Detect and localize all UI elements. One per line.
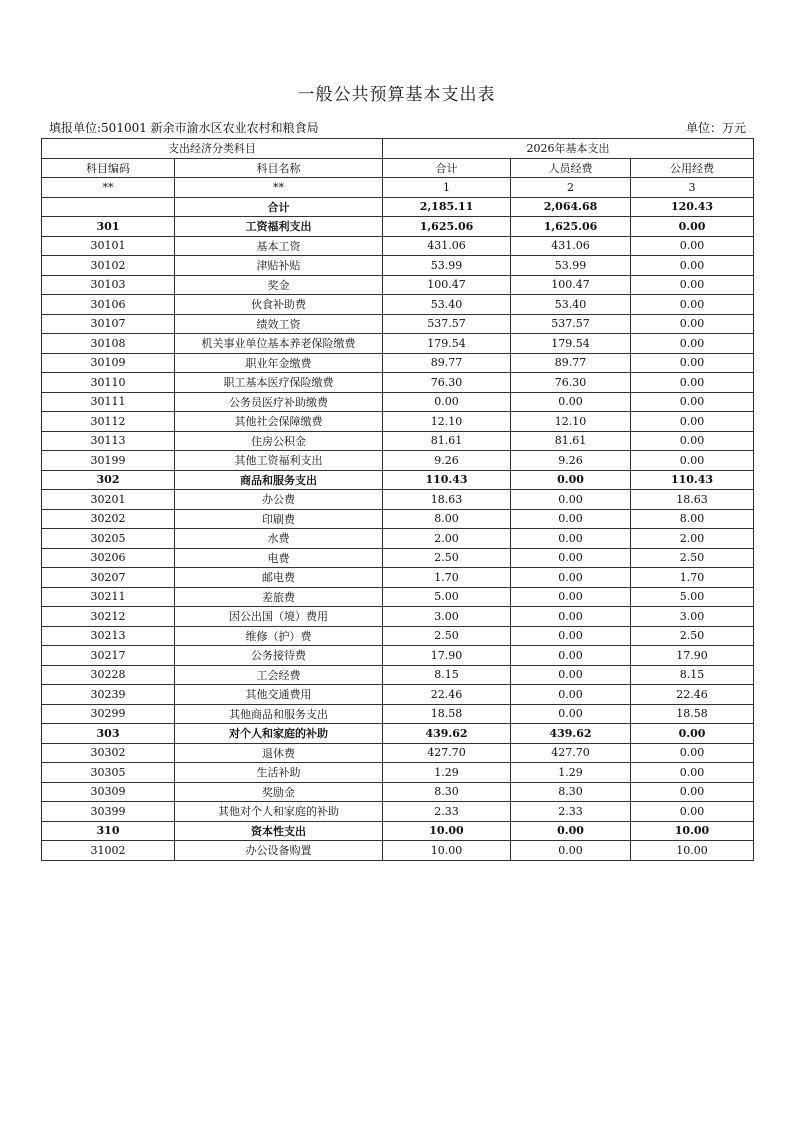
table-row: [42, 451, 754, 471]
cell-public: 110.43: [631, 470, 754, 490]
cell-total: 1,625.06: [383, 217, 511, 237]
cell-name: 机关事业单位基本养老保险缴费: [175, 334, 383, 354]
cell-code: 30212: [42, 607, 175, 627]
cell-total: 100.47: [383, 275, 511, 295]
cell-code: 30108: [42, 334, 175, 354]
cell-total: 81.61: [383, 431, 511, 451]
cell-name: 其他工资福利支出: [175, 451, 383, 471]
table-column-header: [42, 158, 754, 178]
cell-name: 其他社会保障缴费: [175, 412, 383, 432]
cell-total: 8.30: [383, 782, 511, 802]
cell-public: 0.00: [631, 295, 754, 315]
cell-total: 3.00: [383, 607, 511, 627]
cell-total: 76.30: [383, 373, 511, 393]
cell-name: 邮电费: [175, 568, 383, 588]
reporting-unit: 填报单位:501001 新余市渝水区农业农村和粮食局: [49, 121, 319, 135]
header-basic-expenditure: 2026年基本支出: [383, 139, 754, 159]
table-row: [42, 568, 754, 588]
cell-personnel: 2.33: [511, 802, 631, 822]
cell-total: 89.77: [383, 353, 511, 373]
cell-personnel: 0.00: [511, 646, 631, 666]
cell-personnel: 12.10: [511, 412, 631, 432]
table-row: [42, 412, 754, 432]
cell-personnel: 0.00: [511, 704, 631, 724]
cell-personnel: 0.00: [511, 665, 631, 685]
cell-name: 印刷费: [175, 509, 383, 529]
table-row: [42, 626, 754, 646]
cell-name: 退休费: [175, 743, 383, 763]
cell-code: 30299: [42, 704, 175, 724]
currency-unit: 单位：万元: [685, 121, 746, 135]
table-row: [42, 197, 754, 217]
cell-name: 其他商品和服务支出: [175, 704, 383, 724]
cell-total: 1.29: [383, 763, 511, 783]
cell-total: 8.15: [383, 665, 511, 685]
table-row: [42, 724, 754, 744]
cell-public: 17.90: [631, 646, 754, 666]
cell-code: 30103: [42, 275, 175, 295]
cell-personnel: 100.47: [511, 275, 631, 295]
cell-public: 0.00: [631, 314, 754, 334]
cell-total: 17.90: [383, 646, 511, 666]
table-body: [42, 197, 754, 860]
cell-code: [42, 197, 175, 217]
cell-total: 537.57: [383, 314, 511, 334]
cell-total: 9.26: [383, 451, 511, 471]
table-row: [42, 236, 754, 256]
table-row: [42, 646, 754, 666]
table-row: [42, 392, 754, 412]
cell-name: 电费: [175, 548, 383, 568]
cell-name: 公务接待费: [175, 646, 383, 666]
cell-personnel: 0.00: [511, 841, 631, 861]
cell-personnel: 0.00: [511, 607, 631, 627]
page-title: 一般公共预算基本支出表: [297, 85, 496, 105]
cell-public: 0.00: [631, 392, 754, 412]
cell-public: 0.00: [631, 451, 754, 471]
cell-total: 427.70: [383, 743, 511, 763]
cell-name: 商品和服务支出: [175, 470, 383, 490]
table-group-header: [42, 139, 754, 159]
cell-code: 31002: [42, 841, 175, 861]
cell-public: 0.00: [631, 724, 754, 744]
cell-public: 0.00: [631, 353, 754, 373]
cell-total: 22.46: [383, 685, 511, 705]
cell-name: 办公费: [175, 490, 383, 510]
cell-name: 住房公积金: [175, 431, 383, 451]
table-row: [42, 353, 754, 373]
cell-total: 5.00: [383, 587, 511, 607]
cell-name: 对个人和家庭的补助: [175, 724, 383, 744]
cell-code: 30206: [42, 548, 175, 568]
cell-name: 维修（护）费: [175, 626, 383, 646]
cell-name: 合计: [175, 197, 383, 217]
cell-public: 8.00: [631, 509, 754, 529]
table-row: [42, 470, 754, 490]
cell-total: 0.00: [383, 392, 511, 412]
cell-public: 2.50: [631, 626, 754, 646]
cell-name: 绩效工资: [175, 314, 383, 334]
cell-total: 18.63: [383, 490, 511, 510]
table-row: [42, 685, 754, 705]
cell-code: 30107: [42, 314, 175, 334]
cell-personnel: 0.00: [511, 392, 631, 412]
cell-name: 奖励金: [175, 782, 383, 802]
cell-personnel: 81.61: [511, 431, 631, 451]
cell-code: 30110: [42, 373, 175, 393]
cell-code: 30111: [42, 392, 175, 412]
cell-personnel: 53.99: [511, 256, 631, 276]
cell-personnel: 431.06: [511, 236, 631, 256]
cell-public: 0.00: [631, 763, 754, 783]
cell-personnel: 9.26: [511, 451, 631, 471]
table-index-row: [42, 178, 754, 198]
cell-code: 30399: [42, 802, 175, 822]
cell-public: 22.46: [631, 685, 754, 705]
cell-code: 30309: [42, 782, 175, 802]
cell-public: 0.00: [631, 431, 754, 451]
cell-code: 30199: [42, 451, 175, 471]
cell-name: 津贴补贴: [175, 256, 383, 276]
cell-public: 2.50: [631, 548, 754, 568]
cell-public: 0.00: [631, 275, 754, 295]
table-row: [42, 275, 754, 295]
table-row: [42, 529, 754, 549]
cell-total: 12.10: [383, 412, 511, 432]
cell-public: 10.00: [631, 841, 754, 861]
cell-code: 310: [42, 821, 175, 841]
header-economic-category: 支出经济分类科目: [42, 139, 383, 159]
cell-total: 10.00: [383, 821, 511, 841]
cell-code: 30228: [42, 665, 175, 685]
cell-public: 120.43: [631, 197, 754, 217]
cell-public: 18.58: [631, 704, 754, 724]
cell-code: 30213: [42, 626, 175, 646]
cell-total: 439.62: [383, 724, 511, 744]
cell-code: 303: [42, 724, 175, 744]
col-public-header: 公用经费: [631, 158, 754, 178]
cell-code: 30207: [42, 568, 175, 588]
table-row: [42, 665, 754, 685]
cell-name: 公务员医疗补助缴费: [175, 392, 383, 412]
col-code-header: 科目编码: [42, 158, 175, 178]
cell-public: 18.63: [631, 490, 754, 510]
cell-personnel: 1.29: [511, 763, 631, 783]
cell-name: 其他交通费用: [175, 685, 383, 705]
index-cell: **: [175, 178, 383, 198]
cell-personnel: 89.77: [511, 353, 631, 373]
cell-code: 30211: [42, 587, 175, 607]
cell-total: 8.00: [383, 509, 511, 529]
cell-code: 30112: [42, 412, 175, 432]
cell-personnel: 439.62: [511, 724, 631, 744]
cell-code: 30239: [42, 685, 175, 705]
cell-code: 30113: [42, 431, 175, 451]
cell-personnel: 0.00: [511, 529, 631, 549]
table-row: [42, 334, 754, 354]
cell-total: 2.50: [383, 548, 511, 568]
cell-total: 2,185.11: [383, 197, 511, 217]
cell-name: 办公设备购置: [175, 841, 383, 861]
table-row: [42, 548, 754, 568]
table-row: [42, 802, 754, 822]
table-row: [42, 782, 754, 802]
index-cell: 1: [383, 178, 511, 198]
cell-code: 30106: [42, 295, 175, 315]
cell-name: 奖金: [175, 275, 383, 295]
table-row: [42, 295, 754, 315]
index-cell: 2: [511, 178, 631, 198]
cell-public: 0.00: [631, 256, 754, 276]
cell-code: 30102: [42, 256, 175, 276]
cell-public: 1.70: [631, 568, 754, 588]
table-row: [42, 704, 754, 724]
cell-personnel: 0.00: [511, 490, 631, 510]
cell-code: 30302: [42, 743, 175, 763]
table-row: [42, 314, 754, 334]
cell-code: 30217: [42, 646, 175, 666]
cell-name: 水费: [175, 529, 383, 549]
table-row: [42, 217, 754, 237]
cell-personnel: 53.40: [511, 295, 631, 315]
cell-personnel: 0.00: [511, 470, 631, 490]
cell-personnel: 0.00: [511, 685, 631, 705]
cell-total: 18.58: [383, 704, 511, 724]
cell-code: 301: [42, 217, 175, 237]
cell-name: 资本性支出: [175, 821, 383, 841]
cell-name: 工资福利支出: [175, 217, 383, 237]
cell-personnel: 427.70: [511, 743, 631, 763]
table-row: [42, 841, 754, 861]
cell-public: 5.00: [631, 587, 754, 607]
cell-code: 30109: [42, 353, 175, 373]
cell-personnel: 0.00: [511, 587, 631, 607]
cell-public: 0.00: [631, 236, 754, 256]
index-cell: **: [42, 178, 175, 198]
cell-name: 职工基本医疗保险缴费: [175, 373, 383, 393]
cell-public: 0.00: [631, 412, 754, 432]
table-row: [42, 256, 754, 276]
table-row: [42, 490, 754, 510]
cell-public: 0.00: [631, 334, 754, 354]
cell-code: 30202: [42, 509, 175, 529]
cell-total: 10.00: [383, 841, 511, 861]
cell-personnel: 537.57: [511, 314, 631, 334]
cell-personnel: 179.54: [511, 334, 631, 354]
cell-public: 8.15: [631, 665, 754, 685]
cell-personnel: 0.00: [511, 626, 631, 646]
cell-total: 179.54: [383, 334, 511, 354]
cell-public: 0.00: [631, 373, 754, 393]
cell-public: 0.00: [631, 782, 754, 802]
cell-total: 53.40: [383, 295, 511, 315]
cell-personnel: 0.00: [511, 821, 631, 841]
cell-public: 0.00: [631, 743, 754, 763]
cell-total: 1.70: [383, 568, 511, 588]
table-row: [42, 509, 754, 529]
table-row: [42, 587, 754, 607]
cell-personnel: 8.30: [511, 782, 631, 802]
cell-name: 因公出国（境）费用: [175, 607, 383, 627]
cell-total: 53.99: [383, 256, 511, 276]
cell-public: 0.00: [631, 802, 754, 822]
cell-personnel: 0.00: [511, 548, 631, 568]
cell-name: 工会经费: [175, 665, 383, 685]
table-row: [42, 607, 754, 627]
table-row: [42, 763, 754, 783]
cell-name: 基本工资: [175, 236, 383, 256]
cell-public: 3.00: [631, 607, 754, 627]
cell-personnel: 2,064.68: [511, 197, 631, 217]
cell-total: 2.50: [383, 626, 511, 646]
cell-public: 0.00: [631, 217, 754, 237]
col-total-header: 合计: [383, 158, 511, 178]
expenditure-table: [41, 138, 754, 861]
cell-personnel: 0.00: [511, 568, 631, 588]
cell-personnel: 1,625.06: [511, 217, 631, 237]
cell-personnel: 76.30: [511, 373, 631, 393]
cell-name: 其他对个人和家庭的补助: [175, 802, 383, 822]
cell-code: 30205: [42, 529, 175, 549]
cell-code: 302: [42, 470, 175, 490]
cell-code: 30201: [42, 490, 175, 510]
cell-total: 2.00: [383, 529, 511, 549]
table-row: [42, 821, 754, 841]
cell-name: 伙食补助费: [175, 295, 383, 315]
cell-total: 431.06: [383, 236, 511, 256]
cell-public: 2.00: [631, 529, 754, 549]
cell-code: 30101: [42, 236, 175, 256]
cell-name: 职业年金缴费: [175, 353, 383, 373]
table-row: [42, 431, 754, 451]
cell-personnel: 0.00: [511, 509, 631, 529]
cell-code: 30305: [42, 763, 175, 783]
cell-total: 110.43: [383, 470, 511, 490]
col-personnel-header: 人员经费: [511, 158, 631, 178]
col-name-header: 科目名称: [175, 158, 383, 178]
cell-public: 10.00: [631, 821, 754, 841]
cell-total: 2.33: [383, 802, 511, 822]
table-row: [42, 743, 754, 763]
cell-name: 生活补助: [175, 763, 383, 783]
cell-name: 差旅费: [175, 587, 383, 607]
table-row: [42, 373, 754, 393]
index-cell: 3: [631, 178, 754, 198]
